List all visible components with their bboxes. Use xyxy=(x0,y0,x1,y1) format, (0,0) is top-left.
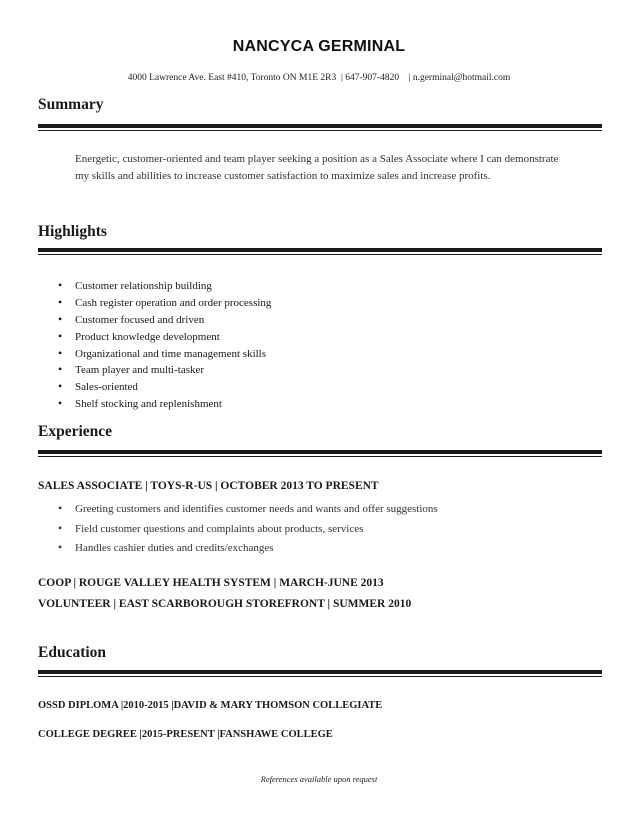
education-divider xyxy=(38,670,602,677)
list-item: • Product knowledge development xyxy=(56,329,271,346)
list-item: • Team player and multi-tasker xyxy=(56,362,271,379)
highlights-divider xyxy=(38,248,602,255)
summary-text: Energetic, customer-oriented and team player seeking a position as a Sales Associate where I can demonstrate my skills and abilities to increase customer satisfaction to maximize sales and increase profits. xyxy=(75,153,559,182)
list-item: • Greeting customers and identifies customer needs and wants and offer suggestions xyxy=(56,500,438,520)
job-heading-coop: COOP | ROUGE VALLEY HEALTH SYSTEM | MARCH-JUNE 2013 xyxy=(38,577,384,589)
summary-heading: Summary xyxy=(38,96,104,113)
experience-divider xyxy=(38,450,602,457)
list-item: • Shelf stocking and replenishment xyxy=(56,396,271,413)
list-item: • Sales-oriented xyxy=(56,379,271,396)
list-item: • Cash register operation and order processing xyxy=(56,295,271,312)
experience-heading: Experience xyxy=(38,423,113,440)
candidate-name: NANCYCA GERMINAL xyxy=(232,38,406,55)
list-item: • Field customer questions and complaints about products, services xyxy=(56,520,438,540)
summary-divider xyxy=(38,124,602,131)
sales-associate-duties xyxy=(56,500,438,559)
list-item: • Customer focused and driven xyxy=(56,312,271,329)
references-note: References available upon request xyxy=(260,774,378,784)
highlights-list xyxy=(56,278,271,413)
list-item: • Customer relationship building xyxy=(56,278,271,295)
education-entry-ossd: OSSD DIPLOMA |2010-2015 |DAVID & MARY THOMSON COLLEGIATE xyxy=(38,700,383,711)
contact-line: 4000 Lawrence Ave. East #410, Toronto ON M1E 2R3 | 647-907-4820 | n.germinal@hotmail.com xyxy=(127,73,511,83)
education-entry-college: COLLEGE DEGREE |2015-PRESENT |FANSHAWE COLLEGE xyxy=(38,729,333,740)
list-item: • Handles cashier duties and credits/exchanges xyxy=(56,539,438,559)
job-heading-volunteer: VOLUNTEER | EAST SCARBOROUGH STOREFRONT | SUMMER 2010 xyxy=(38,598,412,610)
education-heading: Education xyxy=(38,644,107,661)
list-item: • Organizational and time management skills xyxy=(56,346,271,363)
job-heading-sales-associate: SALES ASSOCIATE | TOYS-R-US | OCTOBER 2013 TO PRESENT xyxy=(38,480,379,492)
highlights-heading: Highlights xyxy=(38,223,107,240)
